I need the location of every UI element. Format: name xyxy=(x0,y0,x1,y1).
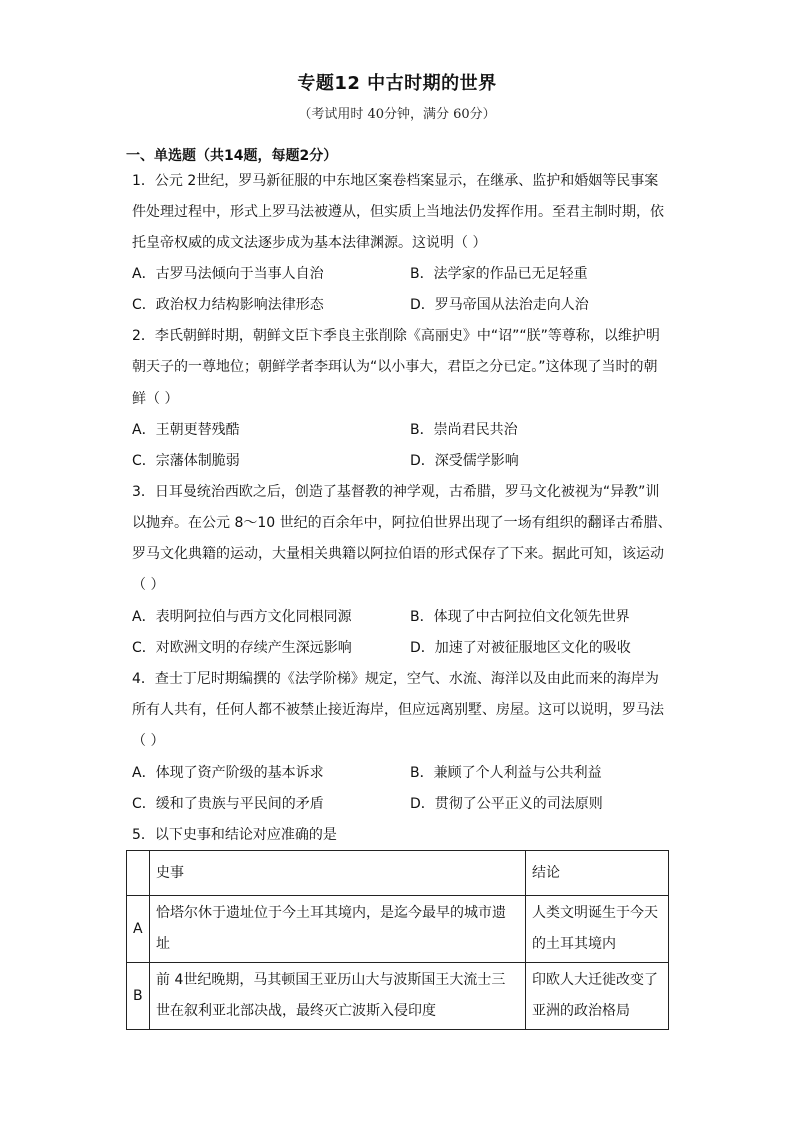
question-4-option-d: D．贯彻了公平正义的司法原则 xyxy=(410,796,603,812)
table-row xyxy=(127,896,669,963)
row-event xyxy=(150,963,526,1030)
question-4-line-2: 所有人共有，任何人都不被禁止接近海岸，但应远离别墅、房屋。这可以说明，罗马法 xyxy=(132,702,664,718)
row-event-line: 址 xyxy=(156,936,170,952)
question-2-option-c: C．宗藩体制脆弱 xyxy=(132,453,240,469)
question-1-option-d: D．罗马帝国从法治走向人治 xyxy=(410,297,589,313)
question-3-line-2: 以抛弃。在公元 8～10 世纪的百余年中，阿拉伯世界出现了一场有组织的翻译古希腊、 xyxy=(132,515,672,531)
row-conclusion-line: 的土耳其境内 xyxy=(532,936,616,952)
question-3-option-b: B．体现了中古阿拉伯文化领先世界 xyxy=(410,609,630,625)
question-5-table xyxy=(126,850,669,1030)
row-conclusion-line: 亚洲的政治格局 xyxy=(532,1003,630,1019)
question-4-option-a: A．体现了资产阶级的基本诉求 xyxy=(132,765,324,781)
question-2-line-1: 2．李氏朝鲜时期，朝鲜文臣卞季良主张削除《高丽史》中“诏”“朕”等尊称，以维护明 xyxy=(132,328,660,344)
question-4-line-3: （ ） xyxy=(132,733,165,749)
question-1-line-2: 件处理过程中，形式上罗马法被遵从，但实质上当地法仍发挥作用。至君主制时期，依 xyxy=(132,204,664,220)
question-2-option-d: D．深受儒学影响 xyxy=(410,453,519,469)
question-4-line-1: 4．查士丁尼时期编撰的《法学阶梯》规定，空气、水流、海洋以及由此而来的海岸为 xyxy=(132,671,659,687)
page-title: 专题12 中古时期的世界 xyxy=(297,73,497,94)
question-1-option-c: C．政治权力结构影响法律形态 xyxy=(132,297,324,313)
section-heading: 一、单选题（共14题，每题2分） xyxy=(126,148,338,164)
question-2-line-3: 鲜（ ） xyxy=(132,391,179,407)
row-event-line: 前 4世纪晚期，马其顿国王亚历山大与波斯国王大流士三 xyxy=(156,972,506,988)
question-1-line-3: 托皇帝权威的成文法逐步成为基本法律渊源。这说明（ ） xyxy=(132,235,487,251)
question-3-option-d: D．加速了对被征服地区文化的吸收 xyxy=(410,640,631,656)
question-4-option-c: C．缓和了贵族与平民间的矛盾 xyxy=(132,796,324,812)
row-conclusion-line: 印欧人大迁徙改变了 xyxy=(532,972,658,988)
table-row xyxy=(127,963,669,1030)
table-header-row xyxy=(127,851,669,896)
question-4-option-b: B．兼顾了个人利益与公共利益 xyxy=(410,765,602,781)
row-conclusion-line: 人类文明诞生于今天 xyxy=(532,905,658,921)
question-3-option-c: C．对欧洲文明的存续产生深远影响 xyxy=(132,640,352,656)
row-event-line: 恰塔尔休于遗址位于今土耳其境内，是迄今最早的城市遗 xyxy=(156,905,506,921)
row-label: B xyxy=(127,963,150,1030)
question-3-option-a: A．表明阿拉伯与西方文化同根同源 xyxy=(132,609,352,625)
question-2-option-b: B．崇尚君民共治 xyxy=(410,422,518,438)
table-header-event: 史事 xyxy=(150,851,526,896)
exam-info: （考试用时 40分钟，满分 60分） xyxy=(298,107,496,122)
table-header-label xyxy=(127,851,150,896)
row-label: A xyxy=(127,896,150,963)
table-header-conclusion: 结论 xyxy=(526,851,669,896)
question-3-line-1: 3．日耳曼统治西欧之后，创造了基督教的神学观，古希腊，罗马文化被视为“异教”训 xyxy=(132,484,660,500)
row-conclusion xyxy=(526,896,669,963)
question-2-line-2: 朝天子的一尊地位；朝鲜学者李珥认为“以小事大，君臣之分已定。”这体现了当时的朝 xyxy=(132,359,658,375)
question-2-option-a: A．王朝更替残酷 xyxy=(132,422,240,438)
question-3-line-4: （ ） xyxy=(132,577,165,593)
question-3-line-3: 罗马文化典籍的运动，大量相关典籍以阿拉伯语的形式保存了下来。据此可知，该运动 xyxy=(132,546,664,562)
row-event-line: 世在叙利亚北部决战，最终灭亡波斯入侵印度 xyxy=(156,1003,436,1019)
question-1-option-b: B．法学家的作品已无足轻重 xyxy=(410,266,588,282)
question-5-stem: 5．以下史事和结论对应准确的是 xyxy=(132,827,337,843)
question-1-line-1: 1．公元 2世纪，罗马新征服的中东地区案卷档案显示，在继承、监护和婚姻等民事案 xyxy=(132,173,659,189)
question-1-option-a: A．古罗马法倾向于当事人自治 xyxy=(132,266,324,282)
row-conclusion xyxy=(526,963,669,1030)
row-event xyxy=(150,896,526,963)
